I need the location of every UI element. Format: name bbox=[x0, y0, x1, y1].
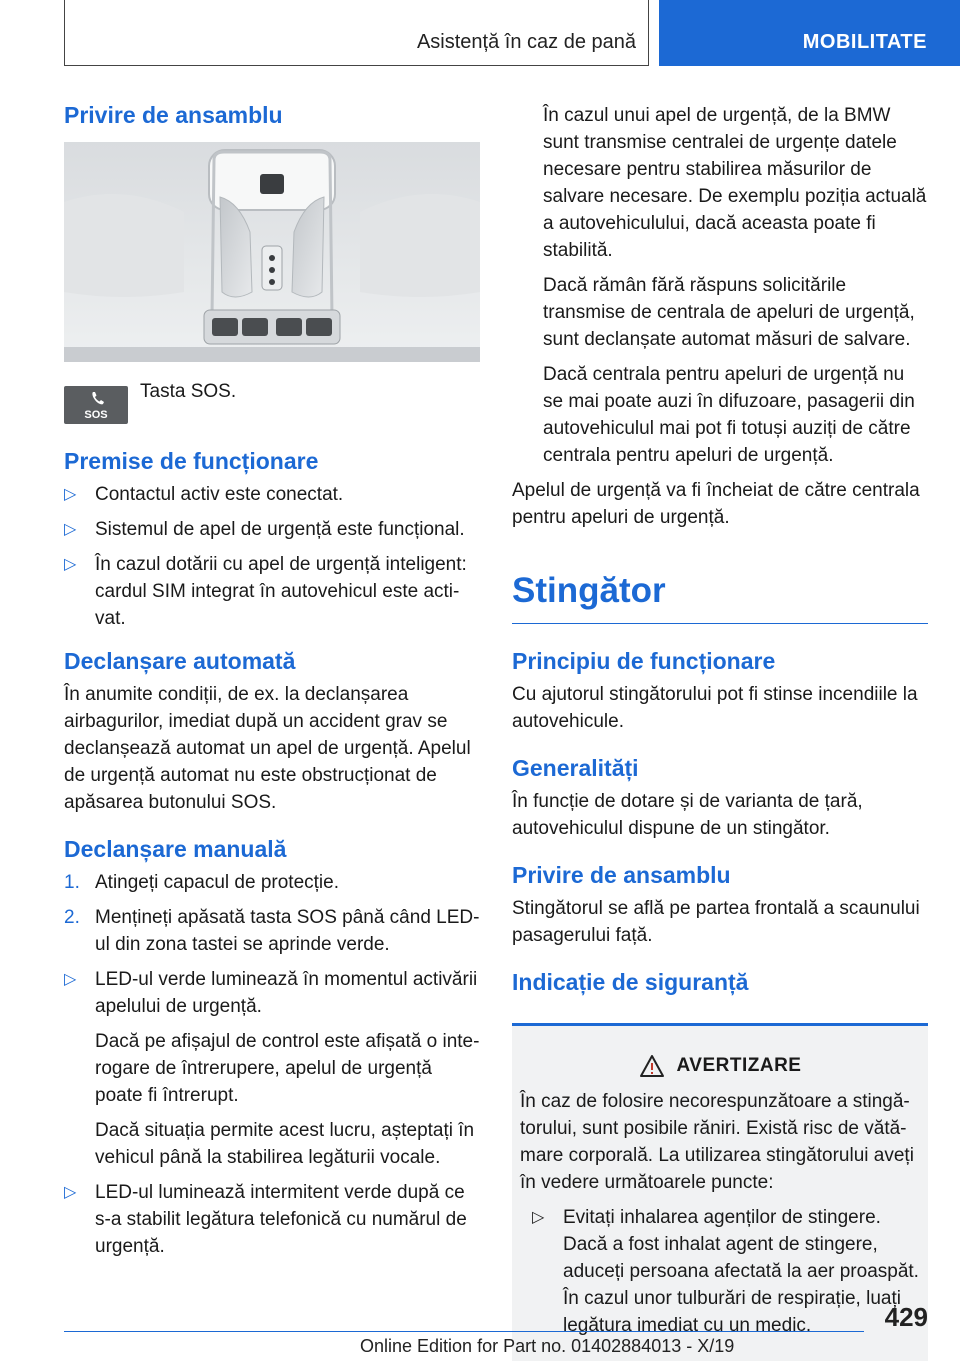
sos-caption: Tasta SOS. bbox=[140, 381, 237, 402]
auto-trigger-text: În anumite condiții, de ex. la declanșarea airbagurilor, imediat după un accident grav se declanșează automat un apel de urgență. Apelul de urgență automat nu este obstrucționat de apăsarea butonului SOS. bbox=[64, 684, 471, 813]
list-item: ▷ LED-ul luminează intermitent verde după ce s-a stabilit legătura telefonică cu numărul de urgență. bbox=[64, 1179, 482, 1260]
extinguisher-heading: Stingător bbox=[512, 569, 928, 624]
phone-icon bbox=[90, 390, 106, 406]
triangle-bullet-icon: ▷ bbox=[64, 486, 77, 503]
warning-list bbox=[520, 1204, 920, 1339]
prereq-heading: Premise de funcționare bbox=[64, 448, 319, 474]
manual-trigger-heading: Declanșare manuală bbox=[64, 836, 287, 862]
general-text: În funcție de dotare și de varianta de țară, autovehiculul dispune de un stingător. bbox=[512, 791, 863, 839]
triangle-bullet-icon: ▷ bbox=[64, 556, 77, 573]
cont-paragraph: Dacă rămân fără răspuns solicitările transmise de centrala de apeluri de urgență, sunt declanșate automat măsuri de salvare. bbox=[543, 275, 915, 350]
cont-paragraph: Dacă centrala pentru apeluri de urgență nu se mai poate auzi în difuzoare, pasagerii din autovehiculul mai pot fi totuși auziți de către centrala pentru apeluri de urgență. bbox=[543, 364, 915, 466]
header-chapter-frame bbox=[64, 0, 649, 66]
continued-block bbox=[512, 102, 928, 469]
triangle-bullet-icon: ▷ bbox=[64, 521, 77, 538]
section-tab[interactable] bbox=[659, 0, 960, 66]
auto-trigger-heading: Declanșare automată bbox=[64, 648, 296, 674]
chapter-title: Asistență în caz de pană bbox=[416, 31, 636, 53]
principle-heading: Principiu de funcționare bbox=[512, 648, 776, 674]
warning-title: AVERTIZARE bbox=[676, 1055, 802, 1076]
roof-console-illustration bbox=[64, 142, 480, 362]
manual-steps-list bbox=[64, 869, 482, 1260]
prereq-list bbox=[64, 481, 482, 632]
call-end-text: Apelul de urgență va fi încheiat de către centrala pentru apeluri de urgență. bbox=[512, 480, 920, 528]
ext-overview-heading: Privire de ansamblu bbox=[512, 862, 731, 888]
triangle-bullet-icon: ▷ bbox=[532, 1209, 545, 1226]
right-column bbox=[512, 102, 928, 1361]
general-heading: Generalități bbox=[512, 755, 639, 781]
footer-divider bbox=[64, 1331, 864, 1332]
list-item: ▷ Sistemul de apel de urgență este funcțional. bbox=[64, 516, 482, 543]
warning-header bbox=[520, 1054, 920, 1078]
safety-heading: Indicație de siguranță bbox=[512, 969, 749, 995]
page-number: 429 bbox=[884, 1302, 928, 1332]
list-item: ▷ Contactul activ este conectat. bbox=[64, 481, 482, 508]
roof-console-image bbox=[64, 142, 480, 362]
cont-paragraph: În cazul unui apel de urgență, de la BMW sunt transmise centralei de urgențe datele necesare pentru stabilirea măsurilor de salvare necesare. De exemplu poziția actuală a autovehiculului, dacă aceasta poate fi stabilită. bbox=[543, 105, 927, 261]
sos-button-icon bbox=[64, 386, 128, 424]
triangle-bullet-icon: ▷ bbox=[64, 1184, 77, 1201]
section-title: MOBILITATE bbox=[802, 31, 927, 53]
left-column bbox=[64, 100, 482, 1268]
list-item: 1. Atingeți capacul de protecție. bbox=[64, 872, 339, 893]
triangle-bullet-icon: ▷ bbox=[64, 971, 77, 988]
sos-icon-label: SOS bbox=[84, 409, 108, 421]
list-item: ▷ În cazul dotării cu apel de urgență inteligent: cardul SIM integrat în autovehicul este activat. bbox=[64, 551, 482, 632]
list-item: ▷ Evitați inhalarea agenților de stingere. Dacă a fost inhalat agent de stingere, aduceți persoana afectată la aer proaspăt. În cazul unor tulburări de respirație, luați legătura imediat cu un medic. bbox=[532, 1204, 920, 1339]
list-item: ▷ LED-ul verde luminează în momentul activării apelului de urgență. Dacă pe afișajul de control este afișată o interogare de întrerupere, apelul de urgență poate fi întrerupt. Dacă situația permite acest lucru, așteptați în vehicul până la stabilirea legăturii vocale. bbox=[64, 966, 482, 1171]
warning-triangle-icon bbox=[639, 1054, 665, 1078]
principle-text: Cu ajutorul stingătorului pot fi stinse incendiile la autovehicule. bbox=[512, 684, 918, 732]
edition-text: Online Edition for Part no. 01402884013 - X/19 bbox=[360, 1336, 735, 1356]
warning-text: În caz de folosire necorespunzătoare a stingătorului, sunt posibile răniri. Există risc de vătămare corporală. La utilizarea stingătorului aveți în vedere următoarele puncte: bbox=[520, 1091, 914, 1193]
sos-key-row bbox=[64, 381, 482, 424]
list-item: 2. Mențineți apăsată tasta SOS până când LED-ul din zona tastei se aprinde verde. bbox=[64, 907, 480, 955]
ext-overview-text: Stingătorul se află pe partea frontală a scaunului pasagerului față. bbox=[512, 898, 920, 946]
warning-box bbox=[512, 1023, 928, 1361]
overview-heading: Privire de ansamblu bbox=[64, 102, 283, 128]
